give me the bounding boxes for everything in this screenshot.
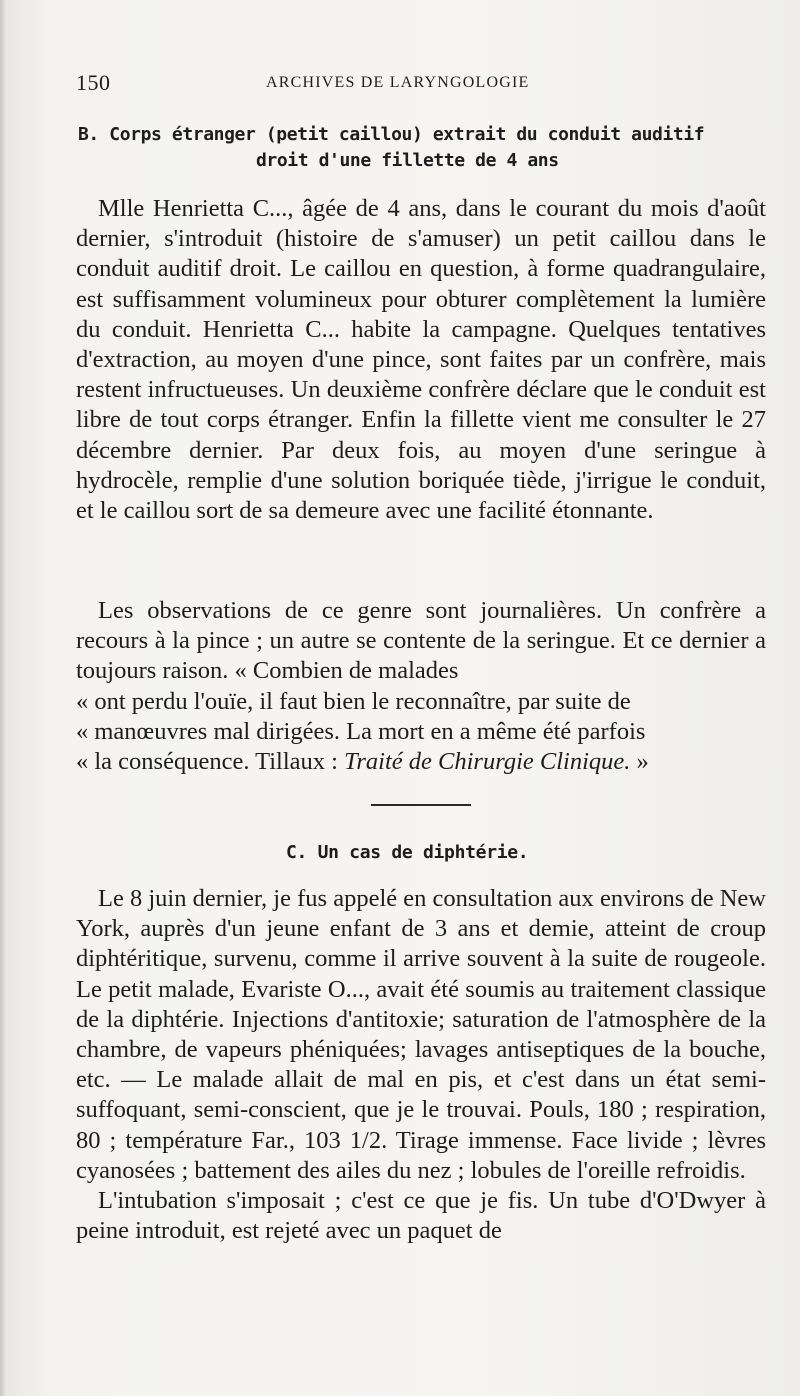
page-header bbox=[76, 70, 766, 104]
running-head: ARCHIVES DE LARYNGOLOGIE bbox=[266, 74, 530, 91]
section-b-heading bbox=[78, 122, 768, 174]
section-c-body bbox=[76, 884, 766, 1246]
citation-title: Traité de Chirurgie Clinique. bbox=[344, 748, 631, 776]
quote-line: « ont perdu l'ouïe, il faut bien le reconnaître, par suite de bbox=[76, 687, 631, 715]
citation-suffix: » bbox=[630, 748, 649, 776]
section-c-heading: C. Un cas de diphtérie. bbox=[286, 842, 529, 863]
quote-line-citation bbox=[76, 747, 766, 777]
section-b-heading-line1: B. Corps étranger (petit caillou) extrait du conduit auditif bbox=[78, 124, 705, 145]
section-b-paragraph-1 bbox=[76, 194, 766, 526]
section-divider bbox=[371, 804, 471, 806]
paragraph-text: Les observations de ce genre sont journalières. Un confrère a recours à la pince ; un autre se contente de la seringue. Et ce dernier a toujours raison. « Combien de malades bbox=[76, 597, 766, 685]
citation-prefix: « la conséquence. Tillaux : bbox=[76, 748, 345, 776]
page-edge-shadow bbox=[0, 0, 6, 1396]
paragraph-text: Le 8 juin dernier, je fus appelé en consultation aux environs de New York, auprès d'un jeune enfant de 3 ans et demie, atteint de croup diphtéritique, survenu, comme il arrive souvent à la suite de rougeole. Le petit malade, Evariste O..., avait été soumis au traitement classique de la diphtérie. Injections d'antitoxie; saturation de l'atmosphère de la chambre, de vapeurs phéniquées; lavages antiseptiques de la bouche, etc. — Le malade allait de mal en pis, et c'est dans un état semi-suffoquant, semi-conscient, que je le trouvai. Pouls, 180 ; respiration, 80 ; température Far., 103 1/2. Tirage immense. Face livide ; lèvres cyanosées ; battement des ailes du nez ; lobules de l'oreille refroidis. bbox=[76, 885, 766, 1184]
quote-line: « manœuvres mal dirigées. La mort en a même été parfois bbox=[76, 717, 646, 745]
paragraph-text: L'intubation s'imposait ; c'est ce que je fis. Un tube d'O'Dwyer à peine introduit, est rejeté avec un paquet de bbox=[76, 1187, 766, 1245]
paragraph-text: Mlle Henrietta C..., âgée de 4 ans, dans le courant du mois d'août dernier, s'introduit (histoire de s'amuser) un petit caillou dans le conduit auditif droit. Le caillou en question, à forme quadrangulaire, est suffisamment volumineux pour obturer complètement la lumière du conduit. Henrietta C... habite la campagne. Quelques tentatives d'extraction, au moyen d'une pince, sont faites par un confrère, mais restent infructueuses. Un deuxième confrère déclare que le conduit est libre de tout corps étranger. Enfin la fillette vient me consulter le 27 décembre dernier. Par deux fois, au moyen d'une seringue à hydrocèle, remplie d'une solution boriquée tiède, j'irrigue le conduit, et le caillou sort de sa demeure avec une facilité étonnante. bbox=[76, 195, 766, 525]
page-number: 150 bbox=[76, 70, 111, 95]
section-b-heading-line2: droit d'une fillette de 4 ans bbox=[256, 150, 559, 171]
section-b-paragraph-2 bbox=[76, 596, 766, 777]
